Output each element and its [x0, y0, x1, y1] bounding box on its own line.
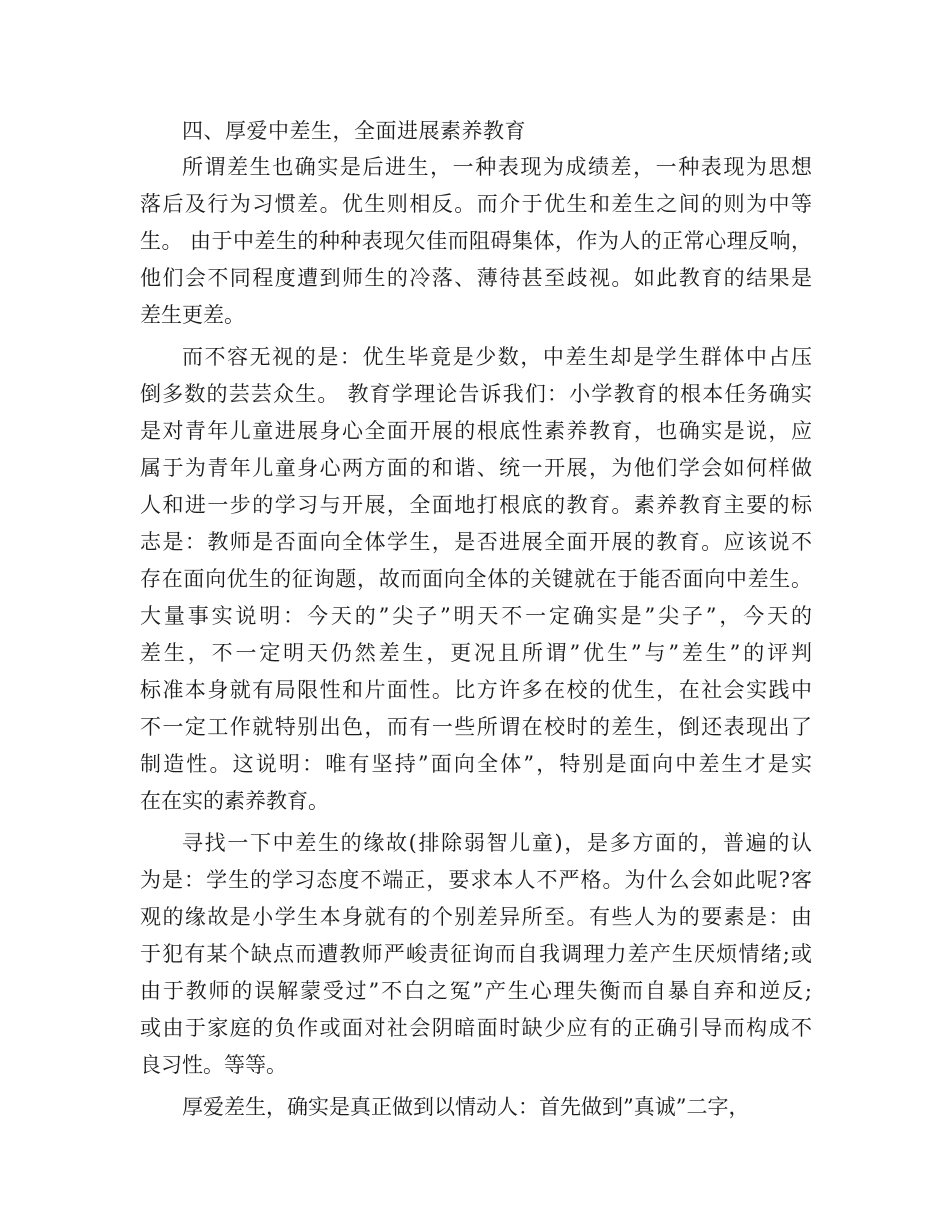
text-line: 生。 由于中差生的种种表现欠佳而阻碍集体，作为人的正常心理反响， — [140, 229, 812, 253]
text-line: 于犯有某个缺点而遭教师严峻责征询而自我调理力差产生厌烦情绪;或 — [140, 942, 812, 966]
section-heading: 四、厚爱中差生，全面进展素养教育 — [182, 119, 526, 143]
text-line: 落后及行为习惯差。优生则相反。而介于优生和差生之间的则为中等 — [140, 192, 812, 216]
text-line: 由于教师的误解蒙受过”不白之冤”产生心理失衡而自暴自弃和逆反; — [140, 979, 812, 1003]
text-line: 观的缘故是小学生本身就有的个别差异所至。有些人为的要素是：由 — [140, 905, 812, 929]
text-line: 志是：教师是否面向全体学生，是否进展全面开展的教育。应该说不 — [140, 530, 812, 554]
text-line: 寻找一下中差生的缘故(排除弱智儿童)，是多方面的，普遍的认 — [182, 831, 812, 855]
paragraph-1 — [140, 149, 812, 334]
text-line: 差生更差。 — [140, 303, 245, 327]
text-line: 差生，不一定明天仍然差生，更况且所谓”优生”与”差生”的评判 — [140, 641, 812, 665]
paragraph-3 — [140, 825, 812, 1084]
text-line: 厚爱差生，确实是真正做到以情动人：首先做到”真诚”二字， — [182, 1095, 750, 1119]
text-line: 大量事实说明：今天的”尖子”明天不一定确实是”尖子”，今天的 — [140, 604, 812, 628]
text-line: 而不容无视的是：优生毕竟是少数，中差生却是学生群体中占压 — [182, 345, 812, 369]
text-line: 制造性。这说明：唯有坚持”面向全体”，特别是面向中差生才是实 — [140, 752, 812, 776]
text-line: 属于为青年儿童身心两方面的和谐、统一开展，为他们学会如何样做 — [140, 456, 812, 480]
text-line: 或由于家庭的负作或面对社会阴暗面时缺少应有的正确引导而构成不 — [140, 1016, 812, 1040]
text-line: 不一定工作就特别出色，而有一些所谓在校时的差生，倒还表现出了 — [140, 715, 812, 739]
text-line: 良习性。等等。 — [140, 1053, 287, 1077]
paragraph-2 — [140, 339, 812, 820]
text-line: 人和进一步的学习与开展，全面地打根底的教育。素养教育主要的标 — [140, 493, 812, 517]
text-line: 是对青年儿童进展身心全面开展的根底性素养教育，也确实是说，应 — [140, 419, 812, 443]
text-line: 所谓差生也确实是后进生，一种表现为成绩差，一种表现为思想 — [182, 155, 812, 179]
text-line: 标准本身就有局限性和片面性。比方许多在校的优生，在社会实践中 — [140, 678, 812, 702]
text-line: 倒多数的芸芸众生。 教育学理论告诉我们：小学教育的根本任务确实 — [140, 382, 812, 406]
text-line: 在在实的素养教育。 — [140, 789, 329, 813]
document-body — [140, 113, 812, 1126]
text-line: 他们会不同程度遭到师生的冷落、薄待甚至歧视。如此教育的结果是 — [140, 266, 812, 290]
text-line: 存在面向优生的征询题，故而面向全体的关键就在于能否面向中差生。 — [140, 567, 812, 591]
paragraph-4 — [140, 1089, 812, 1126]
text-line: 为是：学生的学习态度不端正，要求本人不严格。为什么会如此呢?客 — [140, 868, 812, 892]
